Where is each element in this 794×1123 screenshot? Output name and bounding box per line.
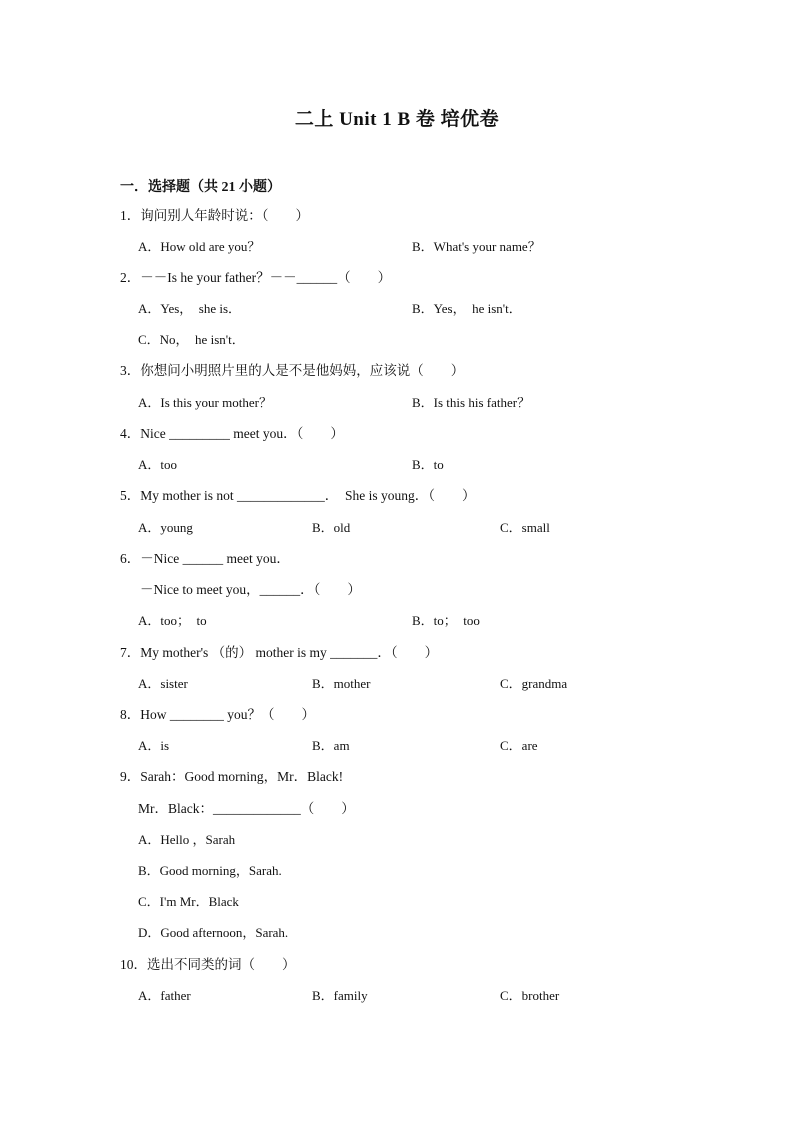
page-title: 二上 Unit 1 B 卷 培优卷 [294, 109, 500, 130]
question-5-option-b[interactable]: B．old [312, 520, 351, 535]
question-4-option-a[interactable]: A．too [138, 457, 178, 472]
question-9-stem-line-2: Mr．Black：_____________（ ） [138, 801, 355, 816]
question-8-stem: 8．How ________ you？（ ） [120, 707, 315, 722]
question-7-stem: 7．My mother's （的） mother is my _______．（ ） [120, 645, 439, 660]
question-2-option-a[interactable]: A．Yes， she is． [138, 301, 242, 316]
question-9-option-a[interactable]: A．Hello ，Sarah [138, 832, 236, 847]
question-1-option-a[interactable]: A．How old are you？ [138, 239, 261, 254]
question-5-option-a[interactable]: A．young [138, 520, 193, 535]
question-6-option-b[interactable]: B．to； too [412, 613, 480, 628]
question-3-stem: 3．你想问小明照片里的人是不是他妈妈，应该说（ ） [120, 363, 465, 378]
question-10-stem: 10．选出不同类的词（ ） [120, 957, 296, 972]
section-heading: 一．选择题（共 21 小题） [120, 180, 281, 195]
question-8-option-a[interactable]: A．is [138, 738, 170, 753]
question-10-option-c[interactable]: C．brother [500, 988, 560, 1003]
question-9-option-d[interactable]: D．Good afternoon，Sarah. [138, 925, 289, 940]
question-5-option-c[interactable]: C．small [500, 520, 550, 535]
question-9-option-c[interactable]: C．I'm Mr．Black [138, 894, 239, 909]
question-1-stem: 1．询问别人年龄时说：（ ） [120, 208, 309, 223]
question-7-option-c[interactable]: C．grandma [500, 676, 568, 691]
question-3-option-a[interactable]: A．Is this your mother？ [138, 395, 272, 410]
question-9-stem: 9．Sarah：Good morning，Mr．Black! [120, 769, 344, 784]
question-2-option-c[interactable]: C．No， he isn't． [138, 332, 245, 347]
question-2-option-b[interactable]: B．Yes， he isn't． [412, 301, 522, 316]
question-6-stem-line-2: －Nice to meet you，______．（ ） [140, 582, 361, 597]
question-5-stem: 5．My mother is not _____________． She is young．（ ） [120, 488, 476, 503]
question-6-stem: 6．－Nice ______ meet you． [120, 551, 290, 566]
question-4-option-b[interactable]: B．to [412, 457, 444, 472]
question-3-option-b[interactable]: B．Is this his father？ [412, 395, 531, 410]
question-8-option-b[interactable]: B．am [312, 738, 350, 753]
question-2-stem: 2．－－Is he your father？－－______（ ） [120, 270, 392, 285]
question-9-option-b[interactable]: B．Good morning，Sarah. [138, 863, 282, 878]
question-10-option-a[interactable]: A．father [138, 988, 191, 1003]
question-4-stem: 4．Nice _________ meet you．（ ） [120, 426, 344, 441]
question-7-option-b[interactable]: B．mother [312, 676, 371, 691]
question-6-option-a[interactable]: A．too； to [138, 613, 207, 628]
question-1-option-b[interactable]: B．What's your name？ [412, 239, 541, 254]
question-8-option-c[interactable]: C．are [500, 738, 538, 753]
question-10-option-b[interactable]: B．family [312, 988, 368, 1003]
question-7-option-a[interactable]: A．sister [138, 676, 188, 691]
